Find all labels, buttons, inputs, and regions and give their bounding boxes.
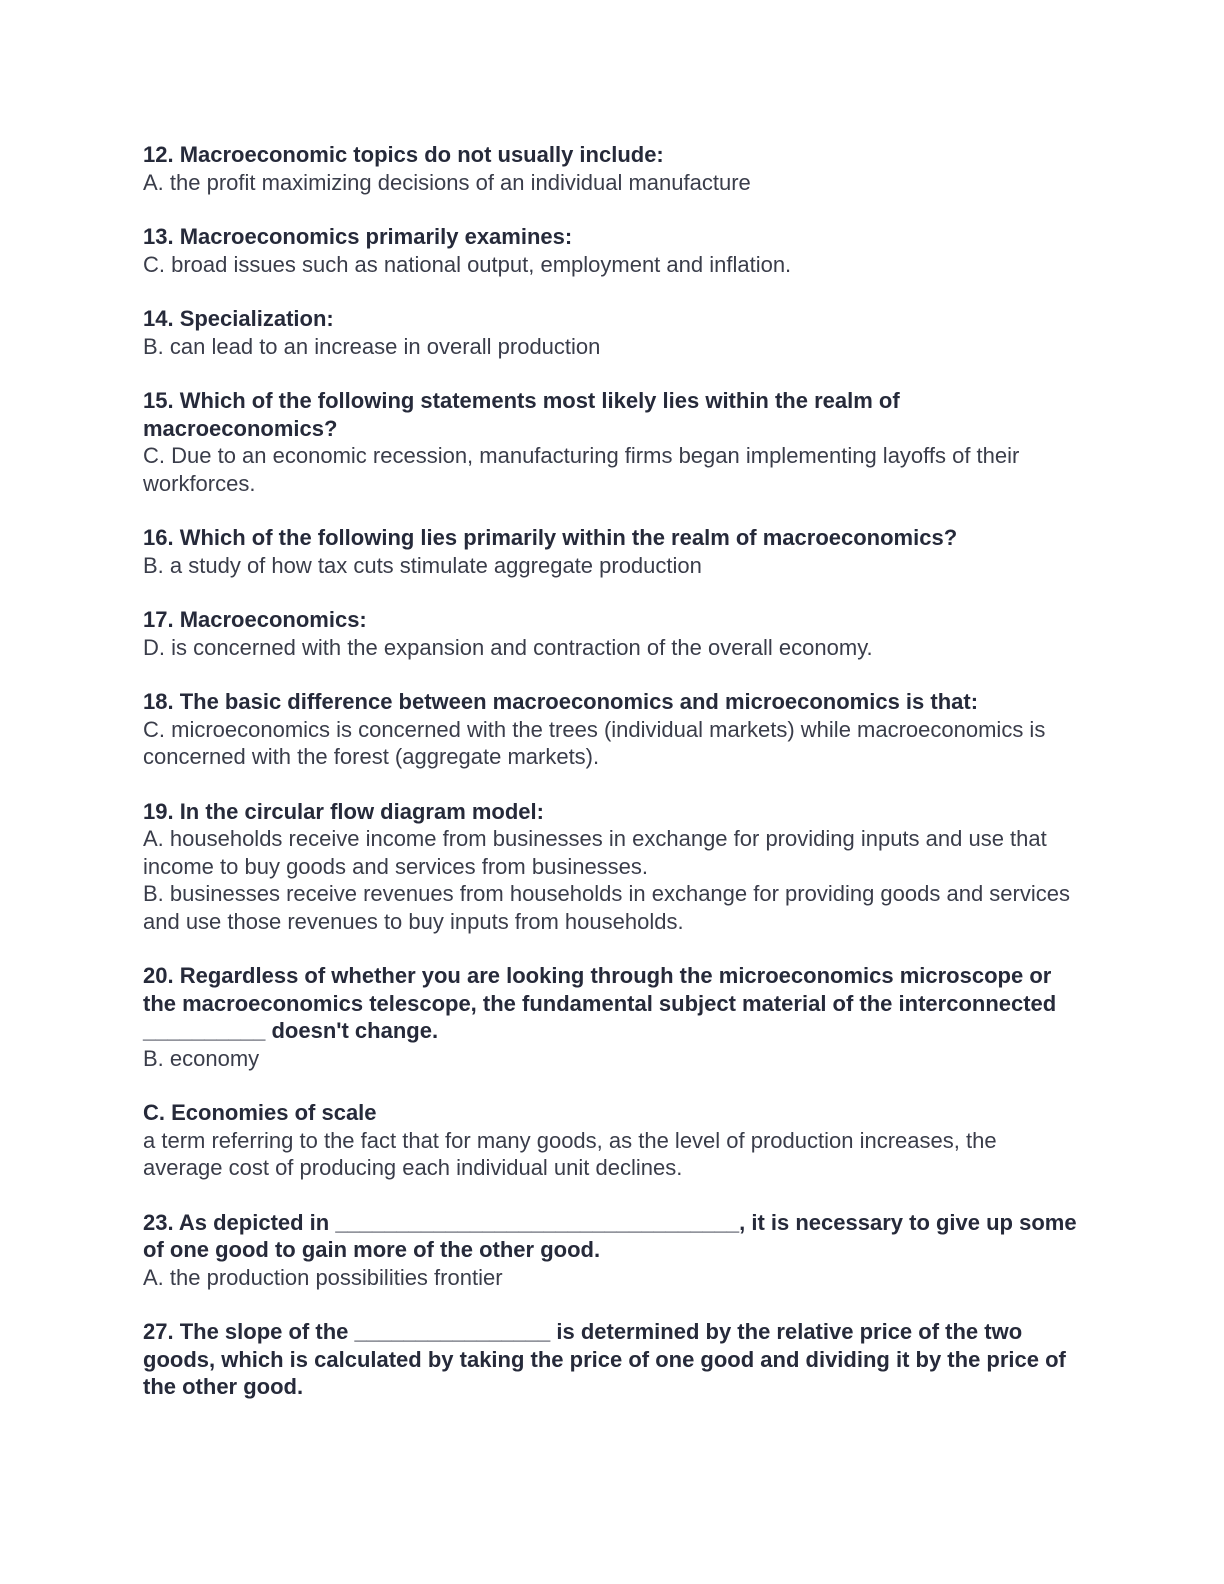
qa-item-23 [143,1209,1078,1292]
qa-item-economies-of-scale [143,1099,1078,1182]
qa-item-20 [143,962,1078,1072]
answer-text: D. is concerned with the expansion and contraction of the overall economy. [143,634,873,660]
answer-text: B. economy [143,1045,260,1071]
qa-item-27 [143,1318,1078,1401]
question-text: 13. Macroeconomics primarily examines: [143,224,573,249]
qa-item-12 [143,141,1078,196]
question-text: 17. Macroeconomics: [143,607,367,632]
answer-text: B. can lead to an increase in overall production [143,333,601,359]
answer-text: A. the production possibilities frontier [143,1264,503,1290]
question-text: 20. Regardless of whether you are looking through the microeconomics microscope or the macroeconomics telescope, the fundamental subject material of the interconnected __________ doesn't change. [143,963,1057,1043]
question-text: 14. Specialization: [143,306,334,331]
qa-item-18 [143,688,1078,771]
definition-text: a term referring to the fact that for many goods, as the level of production increases, the average cost of producing each individual unit declines. [143,1127,997,1180]
document-page [143,141,1078,1428]
answer-text: C. microeconomics is concerned with the trees (individual markets) while macroeconomics is concerned with the forest (aggregate markets). [143,716,1046,769]
qa-item-17 [143,606,1078,661]
qa-item-13 [143,223,1078,278]
answer-text: C. broad issues such as national output, employment and inflation. [143,251,792,277]
question-text: 16. Which of the following lies primarily within the realm of macroeconomics? [143,525,958,550]
answer-text: A. the profit maximizing decisions of an individual manufacture [143,169,751,195]
question-text: 18. The basic difference between macroeconomics and microeconomics is that: [143,689,979,714]
term-text: C. Economies of scale [143,1100,377,1125]
answer-text: A. households receive income from businesses in exchange for providing inputs and use that income to buy goods and services from businesses. [143,826,1047,879]
answer-text: B. businesses receive revenues from households in exchange for providing goods and services and use those revenues to buy inputs from households. [143,881,1070,934]
question-text: 12. Macroeconomic topics do not usually include: [143,142,664,167]
question-text: 23. As depicted in _________________________________, it is necessary to give up some of one good to gain more of the other good. [143,1209,1077,1262]
qa-item-19 [143,798,1078,936]
question-text: 19. In the circular flow diagram model: [143,798,544,824]
qa-item-16 [143,524,1078,579]
qa-item-14 [143,305,1078,360]
question-text: 27. The slope of the ________________ is determined by the relative price of the two goods, which is calculated by taking the price of one good and dividing it by the price of the other good. [143,1319,1066,1399]
qa-item-15 [143,387,1078,497]
answer-text: B. a study of how tax cuts stimulate aggregate production [143,552,702,578]
answer-text: C. Due to an economic recession, manufacturing firms began implementing layoffs of their workforces. [143,443,1020,496]
question-text: 15. Which of the following statements most likely lies within the realm of macroeconomics? [143,388,900,441]
